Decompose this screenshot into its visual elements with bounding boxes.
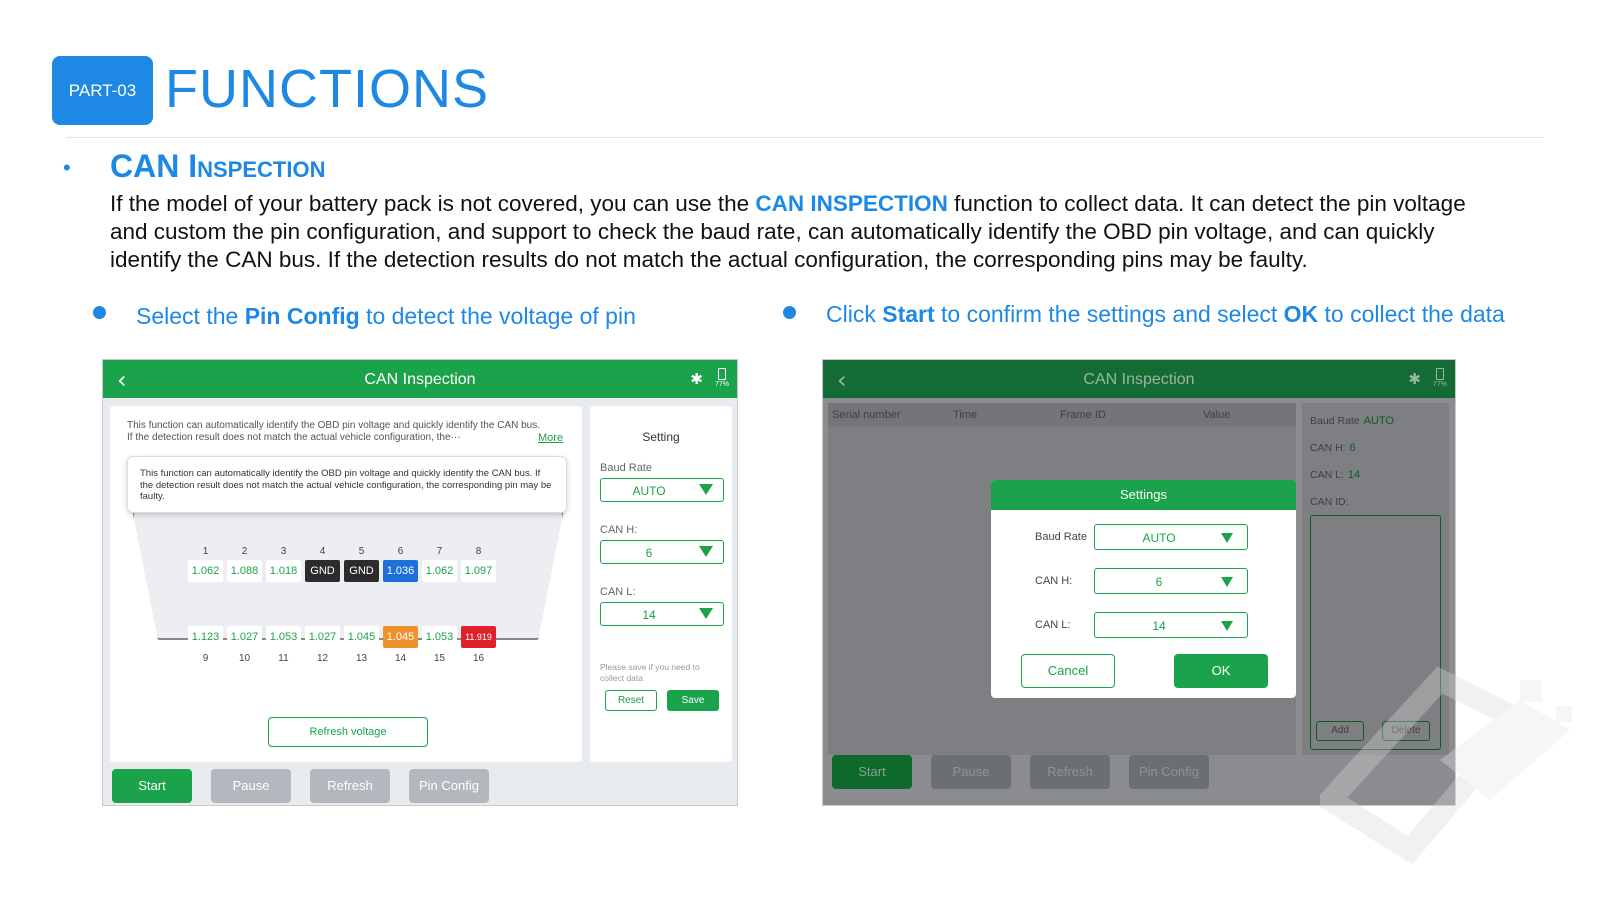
column-header: Frame ID: [1060, 409, 1106, 421]
obd-pin-3-value: 1.018: [266, 560, 301, 582]
description-text-1: If the model of your battery pack is not covered, you can use the: [110, 191, 756, 216]
baud-rate-label: Baud Rate: [1035, 531, 1087, 543]
screenshot-pin-config: [102, 359, 738, 806]
bullet-left-text: Select the Pin Config to detect the voltage of pin: [136, 303, 636, 329]
obd-pin-13-value: 1.045: [344, 626, 379, 648]
column-header: Serial number: [832, 409, 901, 421]
obd-pin-16-value: 11.919: [461, 626, 496, 648]
page-title: FUNCTIONS: [165, 59, 489, 119]
pause-button[interactable]: Pause: [931, 755, 1011, 789]
pause-button[interactable]: Pause: [211, 769, 291, 803]
bullet-dot-icon: [783, 306, 796, 319]
can-h-select[interactable]: 6: [1094, 568, 1248, 594]
obd-pin-4-value: GND: [305, 560, 340, 582]
obd-pin-1-number: 1: [202, 546, 209, 557]
description-highlight: CAN INSPECTION: [755, 191, 948, 216]
obd-pin-11-number: 11: [278, 653, 289, 664]
column-header: Time: [953, 409, 978, 421]
bullet-right-text: Click Start to confirm the settings and select OK to collect the data: [826, 301, 1505, 327]
app-bar: [823, 360, 1455, 398]
section-bullet-icon: •: [63, 155, 71, 180]
can-l-label: CAN L:: [1035, 619, 1071, 631]
obd-pin-15-value: 1.053: [422, 626, 457, 648]
dialog-title: Settings: [991, 480, 1296, 510]
info-tooltip: This function can automatically identify the OBD pin voltage and quickly identify the CAN bus. If the detection result does not match the actual vehicle configuration, the corresponding pin may be faulty.: [127, 456, 567, 513]
obd-pin-10-value: 1.027: [227, 626, 262, 648]
section-title: CAN Inspection: [110, 148, 326, 184]
refresh-button[interactable]: Refresh: [310, 769, 390, 803]
obd-pin-8-number: 8: [475, 546, 482, 557]
delete-button[interactable]: Delete: [1382, 721, 1430, 741]
obd-pin-11-value: 1.053: [266, 626, 301, 648]
bluetooth-icon: ✱: [1408, 370, 1421, 388]
setting-title: Setting: [642, 430, 680, 444]
battery-icon: 77%: [715, 368, 729, 389]
can-l-readout: CAN L: 14: [1310, 469, 1361, 481]
obd-pin-7-value: 1.062: [422, 560, 457, 582]
chevron-down-icon: [1221, 533, 1233, 543]
section-description: [110, 190, 1470, 274]
bullet-dot-icon: [93, 306, 106, 319]
obd-pin-16-number: 16: [472, 653, 485, 664]
refresh-voltage-button[interactable]: Refresh voltage: [268, 717, 428, 747]
back-icon[interactable]: ‹: [117, 366, 127, 394]
info-text: This function can automatically identify the OBD pin voltage and quickly identify the CAN bus. If the detection result does not match the actual vehicle configuration, the···: [127, 420, 540, 443]
obd-pin-12-number: 12: [316, 653, 329, 664]
can-l-label: CAN L:: [600, 586, 636, 598]
obd-pin-4-number: 4: [319, 546, 326, 557]
can-h-select[interactable]: 6: [600, 540, 724, 564]
can-h-label: CAN H:: [1035, 575, 1073, 587]
obd-pin-2-number: 2: [241, 546, 248, 557]
save-button[interactable]: Save: [667, 690, 719, 711]
cancel-button[interactable]: Cancel: [1021, 654, 1115, 688]
obd-pin-15-number: 15: [433, 653, 446, 664]
chevron-down-icon: [699, 484, 713, 495]
chevron-down-icon: [699, 608, 713, 619]
chevron-down-icon: [699, 546, 713, 557]
can-h-readout: CAN H: 6: [1310, 442, 1356, 454]
table-header: [828, 403, 1296, 427]
obd-pin-5-value: GND: [344, 560, 379, 582]
obd-pin-7-number: 7: [436, 546, 443, 557]
reset-button[interactable]: Reset: [605, 690, 657, 711]
baud-rate-readout: Baud Rate AUTO: [1310, 415, 1394, 427]
chevron-down-icon: [1221, 577, 1233, 587]
ok-button[interactable]: OK: [1174, 654, 1268, 688]
app-title: CAN Inspection: [1083, 371, 1195, 388]
can-id-label: CAN ID:: [1310, 496, 1349, 508]
bluetooth-icon: ✱: [690, 370, 703, 388]
obd-pin-10-number: 10: [238, 653, 251, 664]
app-bar: [103, 360, 737, 398]
obd-pin-14-number: 14: [394, 653, 407, 664]
start-button[interactable]: Start: [112, 769, 192, 803]
pin-voltage-panel: [110, 406, 582, 762]
obd-pin-3-number: 3: [280, 546, 287, 557]
back-icon[interactable]: ‹: [837, 366, 847, 394]
save-note: Please save if you need to collect data: [600, 662, 700, 683]
refresh-button[interactable]: Refresh: [1030, 755, 1110, 789]
obd-pin-9-number: 9: [202, 653, 209, 664]
obd-pin-8-value: 1.097: [461, 560, 496, 582]
add-button[interactable]: Add: [1316, 721, 1364, 741]
chevron-down-icon: [1221, 621, 1233, 631]
app-title: CAN Inspection: [364, 371, 476, 388]
pin-config-button[interactable]: Pin Config: [409, 769, 489, 803]
obd-pin-13-number: 13: [355, 653, 368, 664]
obd-pin-5-number: 5: [358, 546, 365, 557]
baud-rate-select[interactable]: AUTO: [600, 478, 724, 502]
can-l-select[interactable]: 14: [1094, 612, 1248, 638]
baud-rate-select[interactable]: AUTO: [1094, 524, 1248, 550]
start-button[interactable]: Start: [832, 755, 912, 789]
can-h-label: CAN H:: [600, 524, 638, 536]
header-divider: [66, 137, 1544, 138]
obd-pin-6-number: 6: [397, 546, 404, 557]
column-header: Value: [1203, 409, 1231, 421]
logo-watermark-icon: [1320, 640, 1590, 890]
setting-panel: [590, 406, 732, 762]
part-badge: PART-03: [52, 56, 153, 125]
pin-config-button[interactable]: Pin Config: [1129, 755, 1209, 789]
more-link[interactable]: More: [538, 432, 564, 444]
obd-pin-1-value: 1.062: [188, 560, 223, 582]
baud-rate-label: Baud Rate: [600, 462, 652, 474]
obd-pin-9-value: 1.123: [188, 626, 223, 648]
description-text-2: function to collect data. It can detect the pin voltage and custom the pin configuration, and support to check the baud rate, can automatically identify the OBD pin voltage, and can quickly identify the CAN bus. If the detection results do not match the actual configuration, the corresponding pins may be faulty.: [110, 191, 1466, 272]
obd-pin-14-value: 1.045: [383, 626, 418, 648]
obd-pin-12-value: 1.027: [305, 626, 340, 648]
obd-pin-2-value: 1.088: [227, 560, 262, 582]
can-l-select[interactable]: 14: [600, 602, 724, 626]
obd-pin-6-value: 1.036: [383, 560, 418, 582]
battery-icon: 77%: [1433, 368, 1447, 389]
settings-dialog: [991, 480, 1296, 698]
